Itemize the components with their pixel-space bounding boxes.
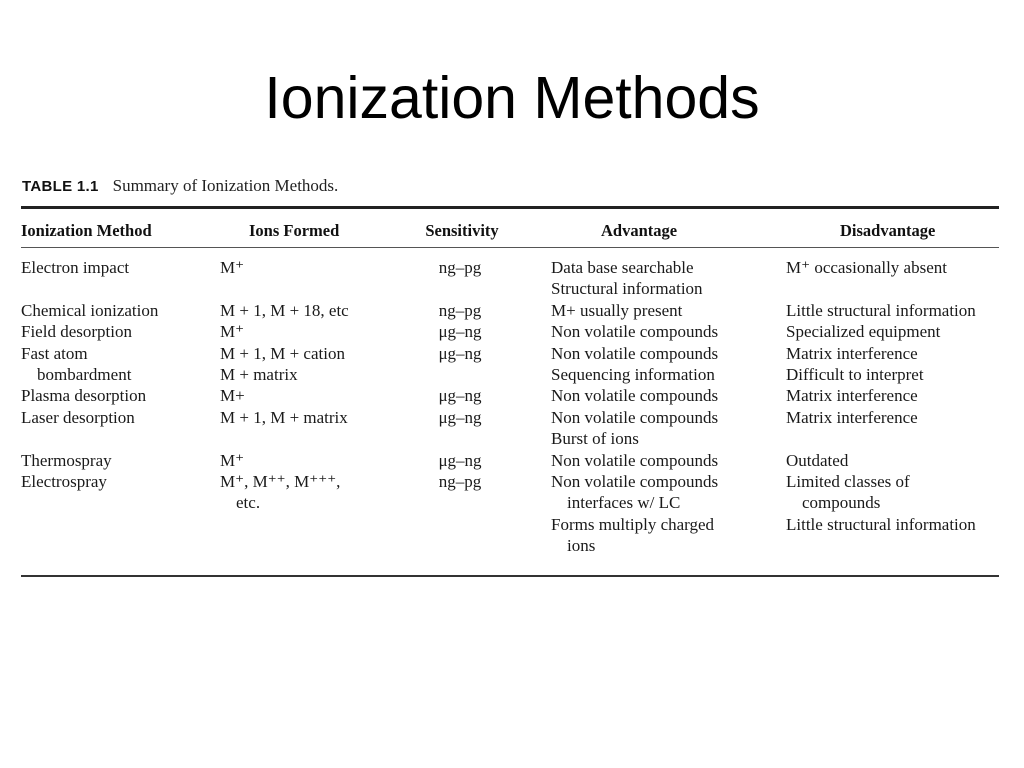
cell-advantage: Data base searchable [551,258,694,277]
cell-disadvantage: Outdated [786,450,849,470]
cell-disadvantage: Matrix interference [786,407,918,427]
cell-sensitivity: μg–ng [438,386,482,406]
cell-ionization-method: Thermospray [21,450,112,470]
table-top-rule [21,206,999,209]
cell-advantage: Forms multiply charged [551,514,715,534]
cell-ions-formed: M + matrix [220,365,298,384]
cell-ions-formed: M⁺ [220,450,245,470]
cell-ionization-method: Chemical ionization [21,300,159,320]
cell-disadvantage: Matrix interference [786,343,918,363]
cell-advantage: interfaces w/ LC [567,493,681,513]
table-caption [22,176,338,196]
cell-sensitivity: μg–ng [438,407,482,427]
cell-disadvantage: compounds [802,493,881,513]
cell-advantage: Non volatile compounds [551,386,719,406]
header-disadvantage: Disadvantage [840,221,936,240]
cell-disadvantage: Little structural information [786,300,976,320]
cell-disadvantage: Specialized equipment [786,322,941,342]
cell-advantage: Non volatile compounds [551,322,719,342]
cell-ions-formed: M+ [220,386,245,406]
cell-advantage: Non volatile compounds [551,407,719,427]
cell-ions-formed: M⁺ [220,322,245,342]
cell-sensitivity: μg–ng [438,322,482,342]
cell-advantage: Structural information [551,279,703,299]
header-advantage: Advantage [601,221,678,240]
header-sensitivity: Sensitivity [425,221,499,240]
cell-advantage: M+ usually present [551,300,683,320]
cell-ionization-method: Laser desorption [21,407,135,427]
cell-disadvantage: Matrix interference [786,386,918,406]
cell-sensitivity: ng–pg [438,258,482,277]
cell-ions-formed: M + 1, M + matrix [220,407,348,427]
header-ions-formed: Ions Formed [249,221,340,240]
cell-sensitivity: ng–pg [438,472,482,491]
table-bottom-rule [21,575,999,577]
cell-ionization-method: Plasma desorption [21,386,147,406]
cell-ionization-method: bombardment [37,365,132,384]
cell-advantage: Non volatile compounds [551,450,719,470]
slide-title: Ionization Methods [264,65,760,131]
cell-ions-formed: M⁺ [220,258,245,277]
table-header-rule [21,247,999,248]
cell-ions-formed: M + 1, M + 18, etc [220,300,349,320]
cell-ionization-method: Electrospray [21,472,107,491]
cell-ionization-method: Field desorption [21,322,132,342]
cell-sensitivity: ng–pg [438,300,482,320]
cell-ionization-method: Fast atom [21,343,88,363]
cell-advantage: Sequencing information [551,365,715,384]
cell-advantage: Non volatile compounds [551,472,719,491]
table-number: TABLE 1.1 [22,178,99,195]
cell-ions-formed: M + 1, M + cation [220,343,345,363]
cell-sensitivity: μg–ng [438,450,482,470]
table-caption-text: Summary of Ionization Methods. [112,176,339,195]
cell-disadvantage: M⁺ occasionally absent [786,258,947,277]
cell-ionization-method: Electron impact [21,258,130,277]
cell-advantage: ions [567,536,596,556]
cell-disadvantage: Limited classes of [786,472,910,491]
cell-disadvantage: Difficult to interpret [786,365,924,384]
header-ionization-method: Ionization Method [21,221,152,240]
cell-ions-formed: etc. [236,493,261,513]
cell-disadvantage: Little structural information [786,514,976,534]
cell-advantage: Non volatile compounds [551,343,719,363]
cell-advantage: Burst of ions [551,429,639,449]
cell-ions-formed: M⁺, M⁺⁺, M⁺⁺⁺, [220,472,341,491]
cell-sensitivity: μg–ng [438,343,482,363]
